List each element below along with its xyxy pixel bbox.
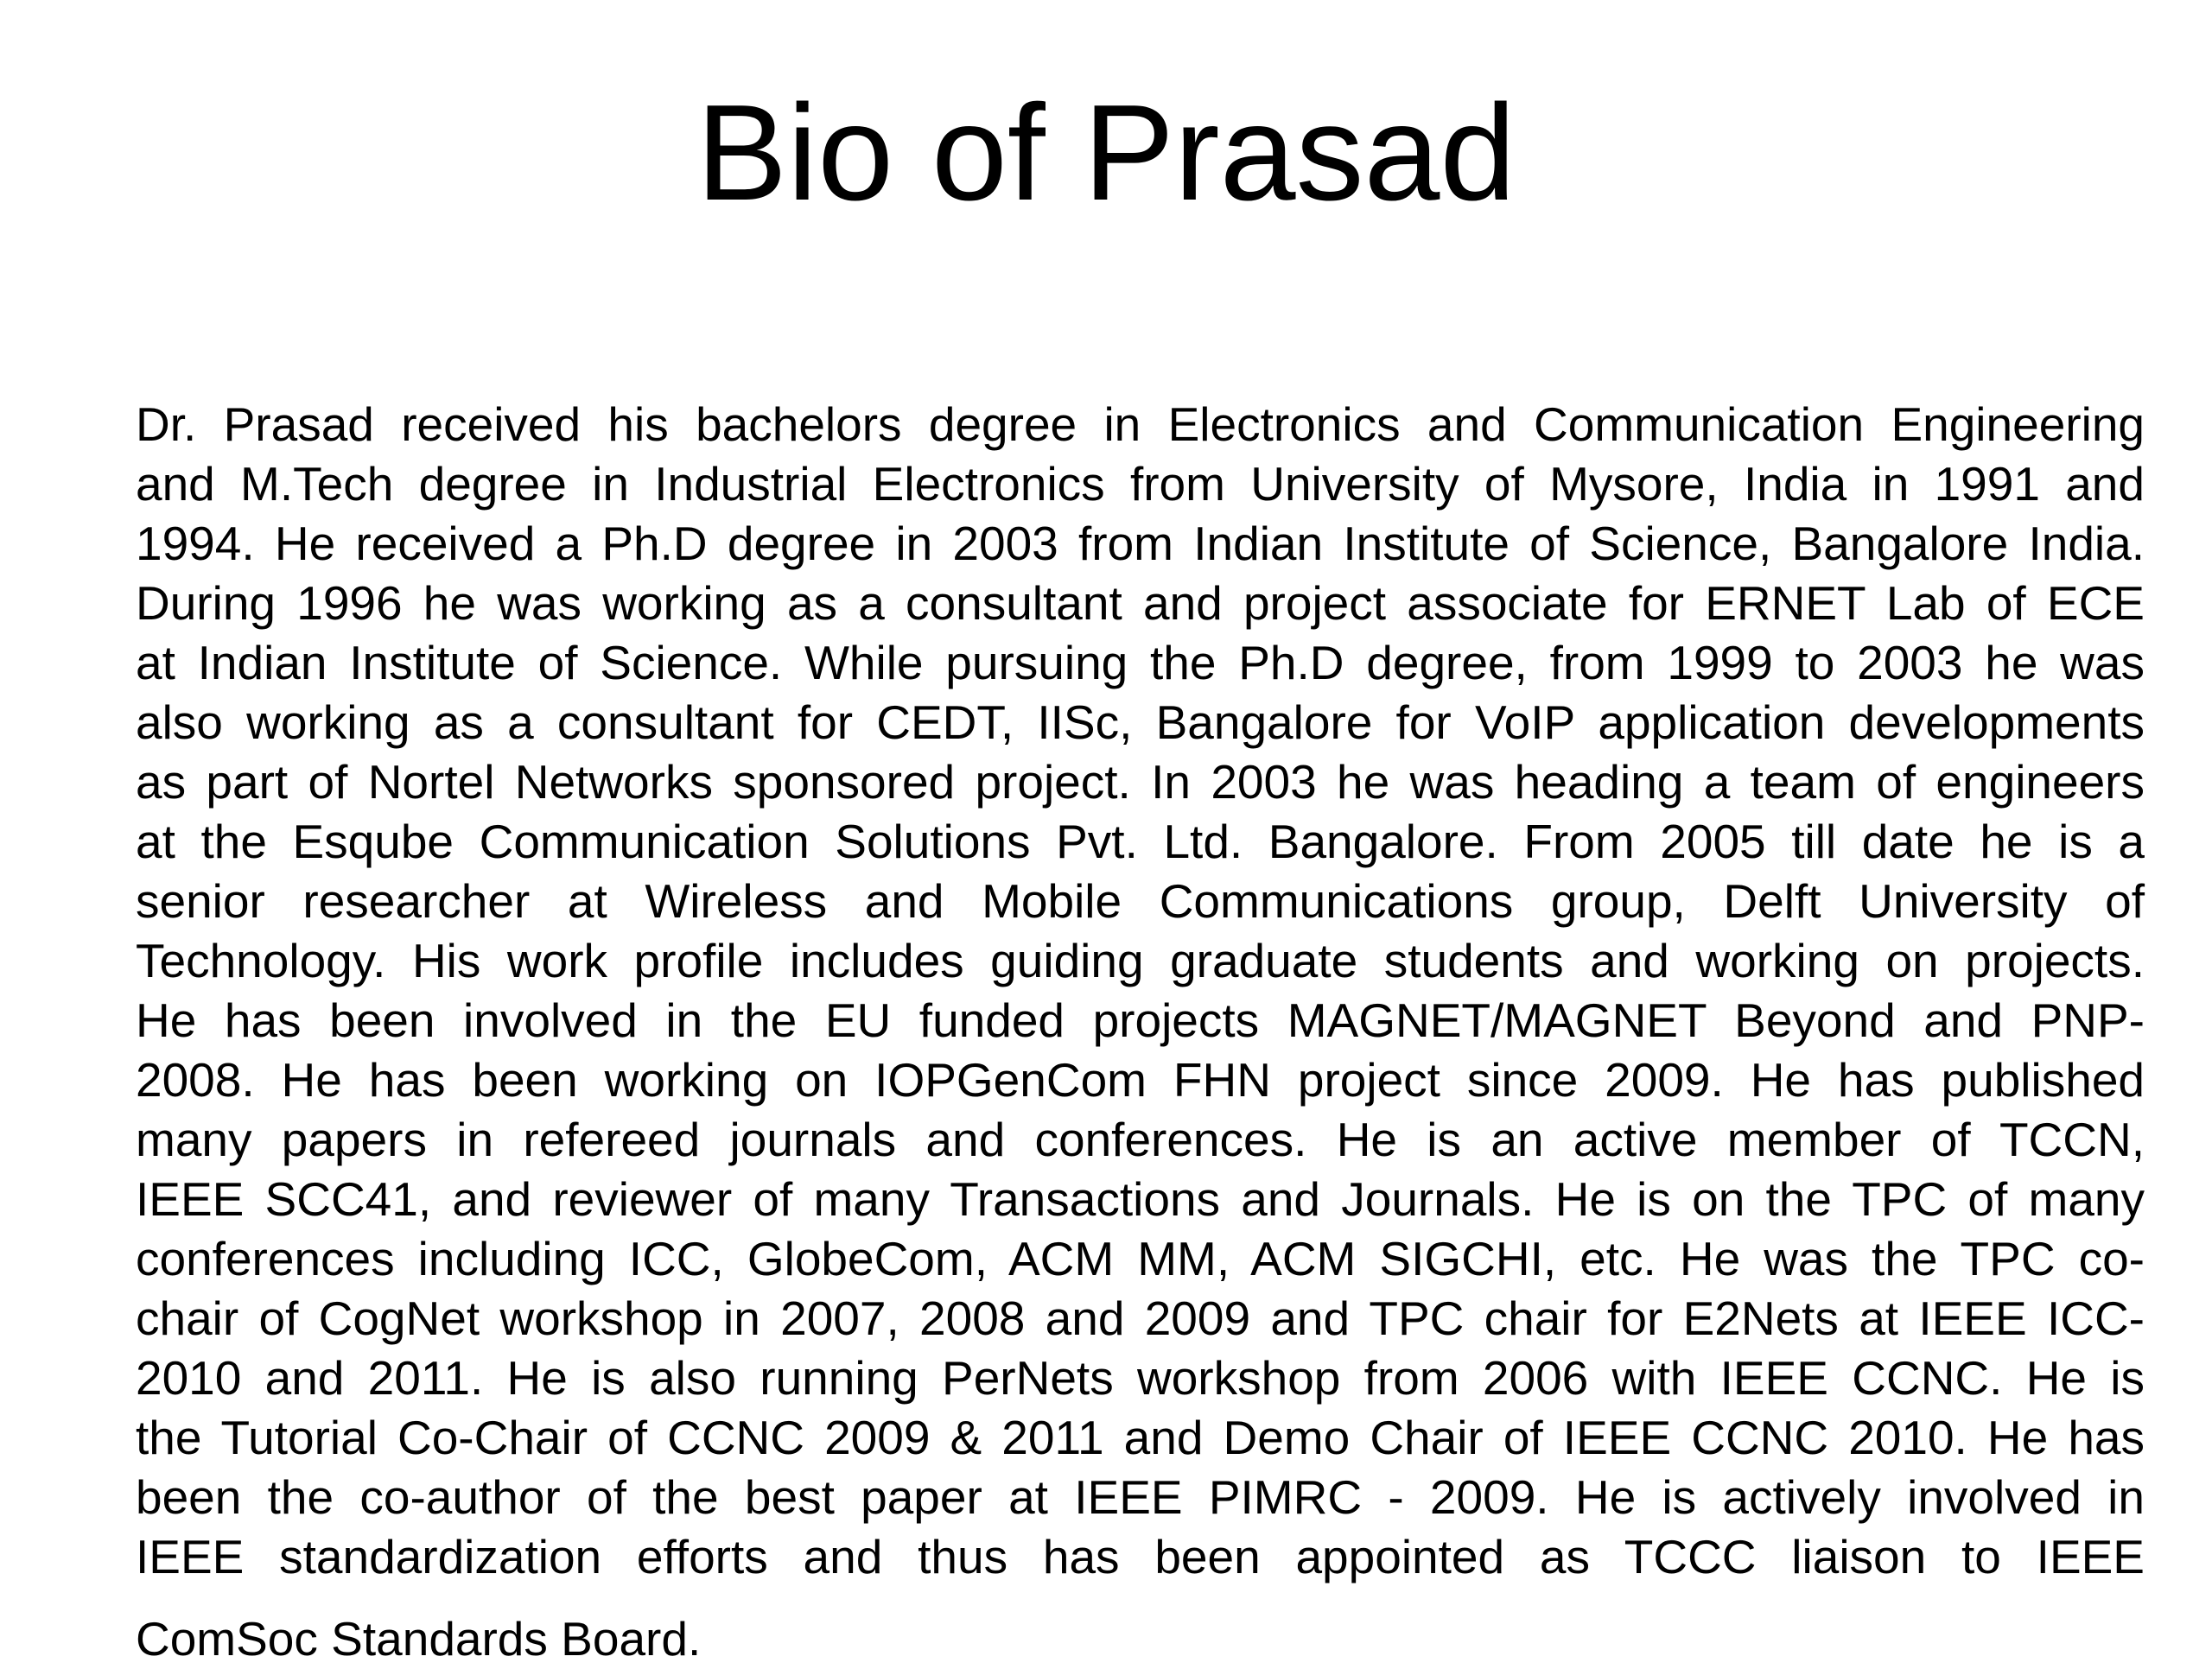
bio-line: During 1996 he was working as a consultant and project associate for ERNET Lab of ECE xyxy=(136,576,2145,630)
bio-line: and M.Tech degree in Industrial Electronics from University of Mysore, India in 1991 and xyxy=(136,457,2145,511)
bio-line: many papers in refereed journals and conferences. He is an active member of TCCN, xyxy=(136,1113,2145,1166)
bio-line: Technology. His work profile includes guiding graduate students and working on projects. xyxy=(136,934,2145,987)
bio-line: Dr. Prasad received his bachelors degree in Electronics and Communication Engineering xyxy=(136,397,2145,451)
bio-line: 2008. He has been working on IOPGenCom FHN project since 2009. He has published xyxy=(136,1053,2145,1107)
bio-line: chair of CogNet workshop in 2007, 2008 and 2009 and TPC chair for E2Nets at IEEE ICC- xyxy=(136,1291,2145,1345)
slide-title: Bio of Prasad xyxy=(696,77,1516,229)
bio-line-last: ComSoc Standards Board. xyxy=(136,1612,702,1666)
bio-line: at the Esqube Communication Solutions Pvt. Ltd. Bangalore. From 2005 till date he is a xyxy=(136,815,2145,868)
bio-line: IEEE standardization efforts and thus has been appointed as TCCC liaison to IEEE xyxy=(136,1530,2145,1583)
bio-line: as part of Nortel Networks sponsored project. In 2003 he was heading a team of engineers xyxy=(136,755,2145,809)
bio-line: senior researcher at Wireless and Mobile Communications group, Delft University of xyxy=(136,874,2145,928)
bio-line: been the co-author of the best paper at IEEE PIMRC - 2009. He is actively involved in xyxy=(136,1470,2145,1524)
bio-line: conferences including ICC, GlobeCom, ACM MM, ACM SIGCHI, etc. He was the TPC co- xyxy=(136,1232,2145,1285)
bio-line: He has been involved in the EU funded projects MAGNET/MAGNET Beyond and PNP- xyxy=(136,993,2145,1047)
bio-line: also working as a consultant for CEDT, IISc, Bangalore for VoIP application developments xyxy=(136,695,2145,749)
bio-line: at Indian Institute of Science. While pursuing the Ph.D degree, from 1999 to 2003 he was xyxy=(136,636,2145,689)
bio-line: IEEE SCC41, and reviewer of many Transactions and Journals. He is on the TPC of many xyxy=(136,1172,2145,1226)
bio-paragraph xyxy=(136,395,2145,1669)
bio-line: the Tutorial Co-Chair of CCNC 2009 & 2011 and Demo Chair of IEEE CCNC 2010. He has xyxy=(136,1411,2145,1464)
bio-line: 1994. He received a Ph.D degree in 2003 from Indian Institute of Science, Bangalore India. xyxy=(136,517,2145,570)
bio-line: 2010 and 2011. He is also running PerNets workshop from 2006 with IEEE CCNC. He is xyxy=(136,1351,2145,1405)
